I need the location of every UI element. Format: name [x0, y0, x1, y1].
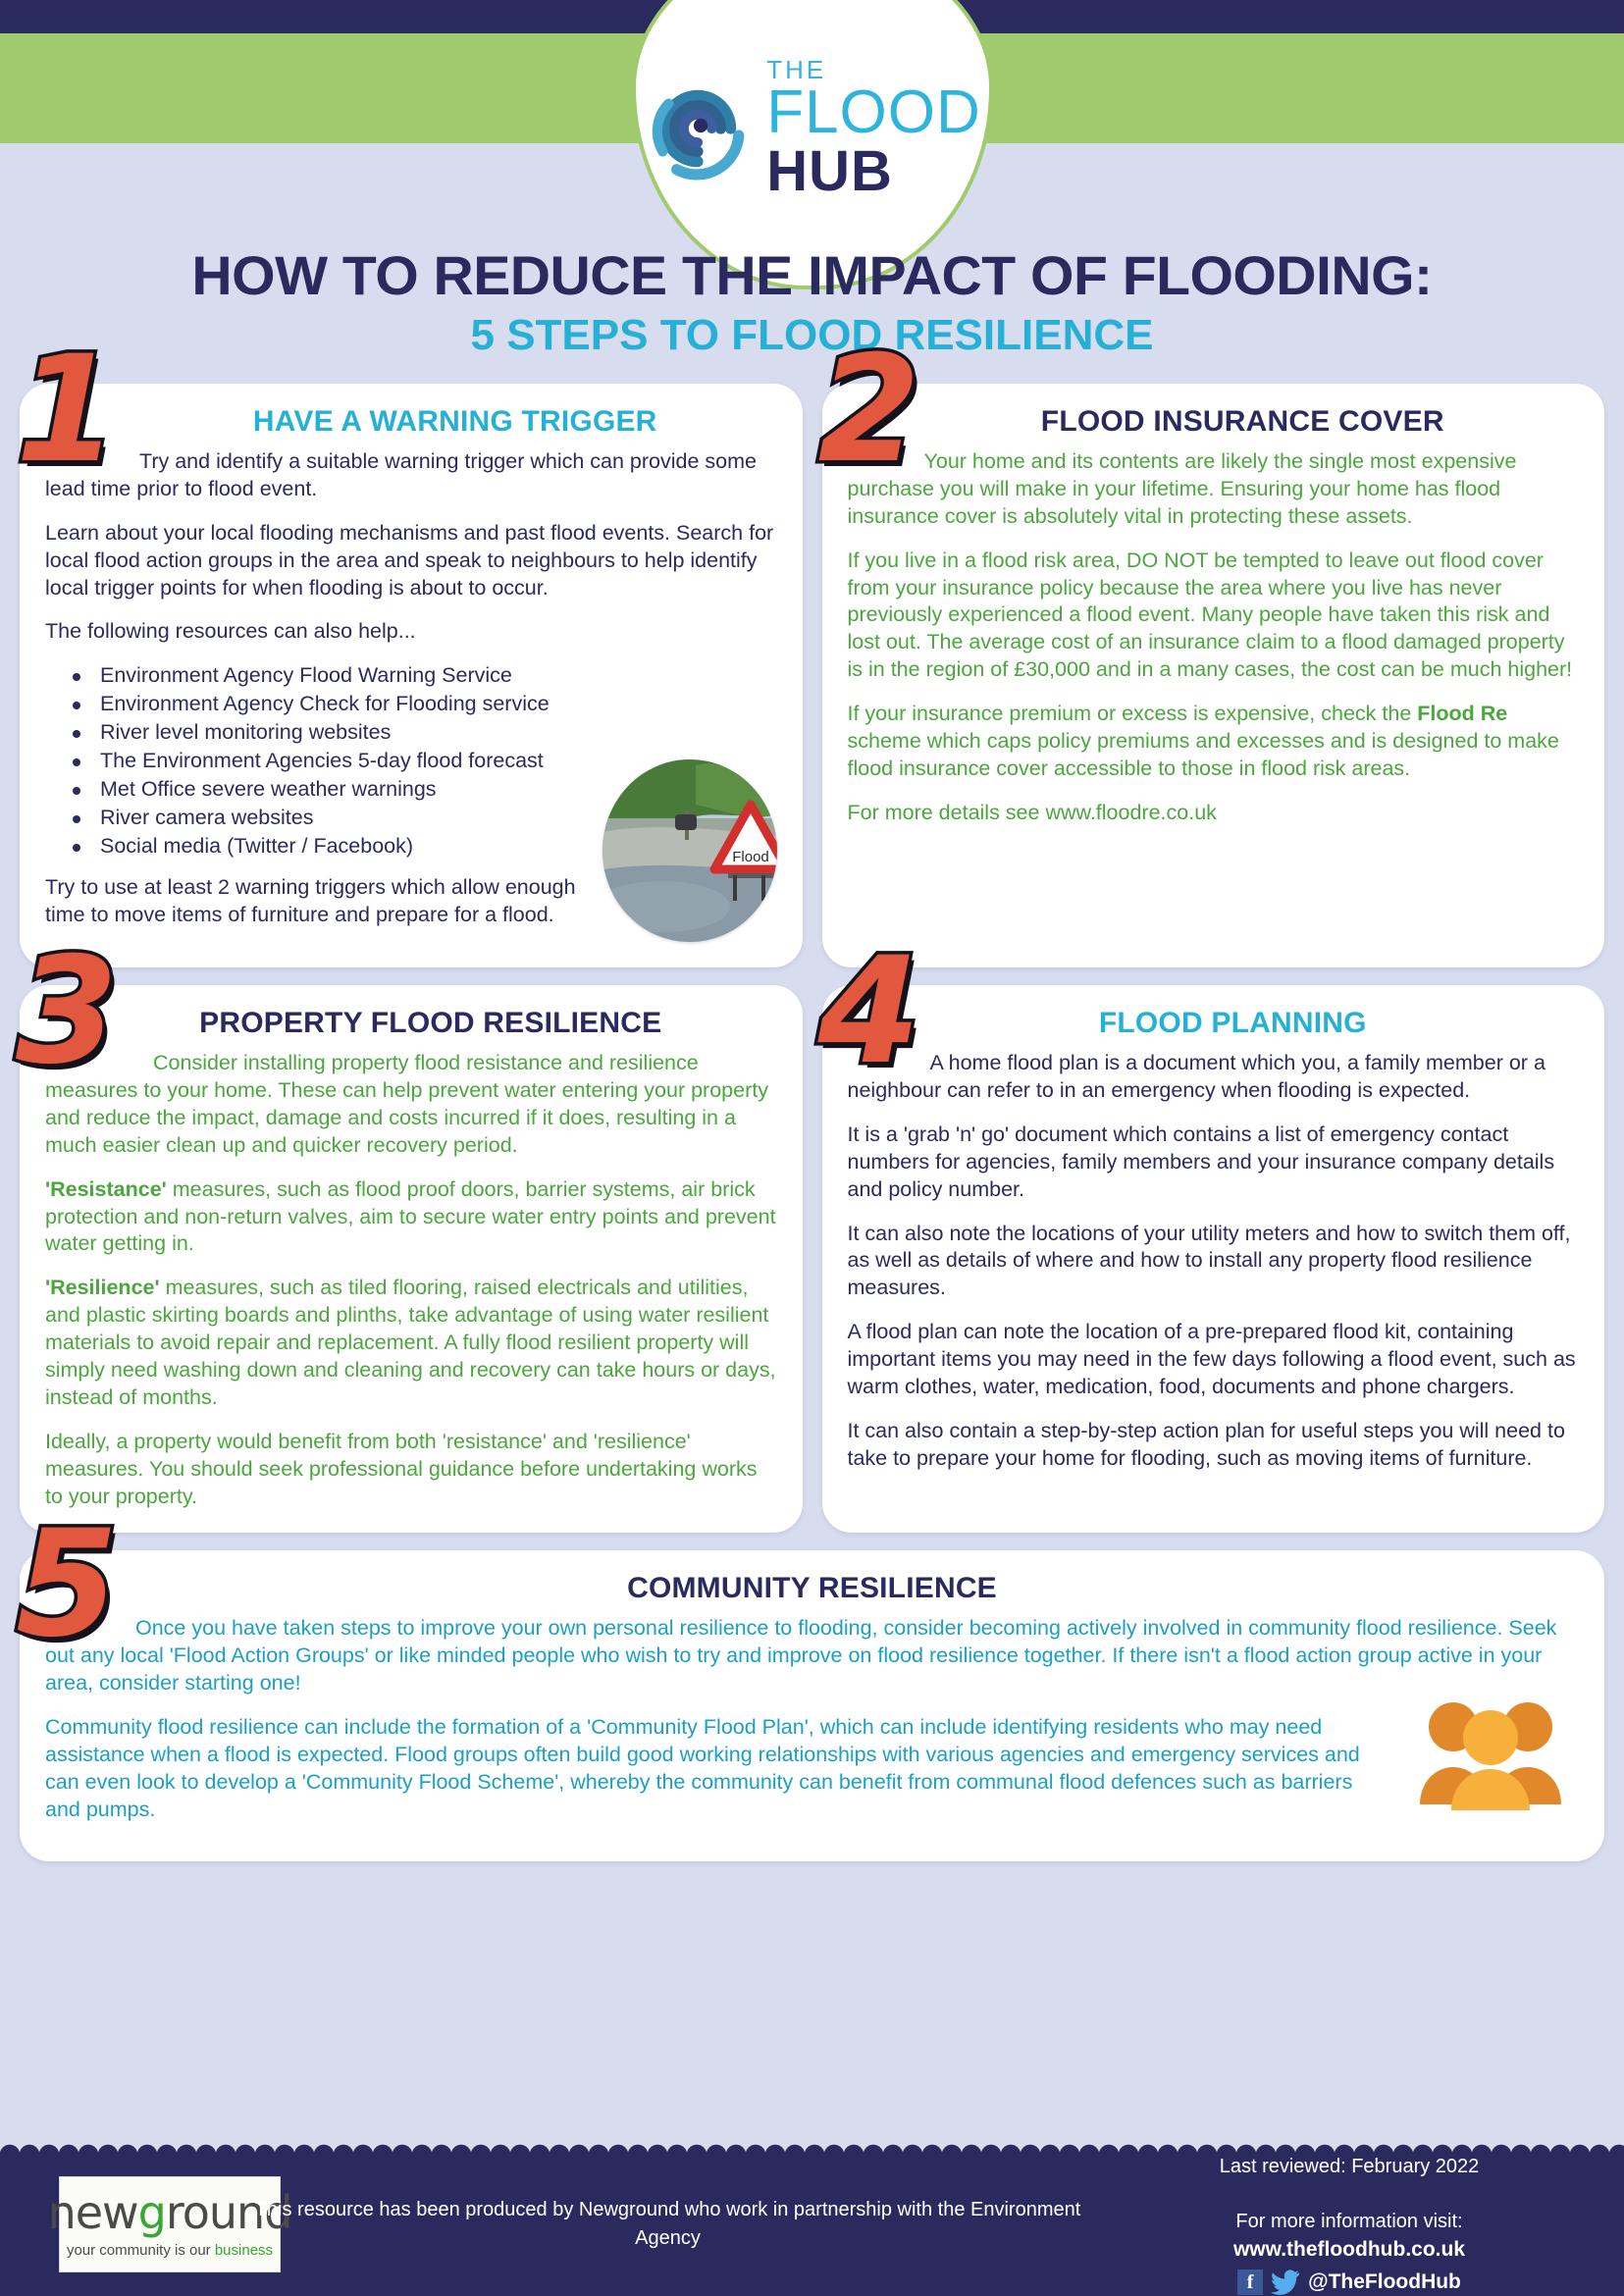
logo-flood-text: FLOOD [766, 78, 981, 146]
step-4-heading: FLOOD PLANNING [1098, 1006, 1367, 1039]
twitter-handle[interactable]: @TheFloodHub [1308, 2270, 1461, 2293]
step-1-paragraph-2: Learn about your local flooding mechanisms and past flood events. Search for local flood action groups in the area and speak to neighbours to help identify local trigger points for when flooding is about to occur. [45, 520, 774, 600]
flooded-road-photo [602, 759, 777, 942]
list-item: Environment Agency Check for Flooding service [67, 691, 777, 718]
step-card-5 [16, 1498, 1604, 1862]
list-item: River level monitoring websites [67, 719, 777, 747]
step-number-3: 3 [16, 925, 119, 1097]
resistance-label: 'Resistance' [45, 1176, 167, 1201]
step-1-tail-text: Try to use at least 2 warning triggers which allow enough time to move items of furniture and prepare for a flood. [45, 874, 576, 926]
list-item: River camera websites [67, 805, 777, 832]
facebook-icon[interactable]: f [1237, 2270, 1263, 2295]
logo-hub-text: HUB [766, 138, 893, 203]
twitter-icon[interactable] [1271, 2270, 1300, 2295]
newground-wordmark: newground [47, 2186, 292, 2239]
step-card-3 [16, 925, 803, 1533]
resistance-text: measures, such as flood proof doors, barrier systems, air brick protection and non-return valves, aim to secure water entry points and prevent water getting in. [45, 1176, 776, 1256]
community-people-icon [1418, 1695, 1563, 1810]
list-item: The Environment Agencies 5-day flood forecast [67, 748, 777, 775]
step-3-closing: Ideally, a property would benefit from both 'resistance' and 'resilience' measures. You should seek professional guidance before undertaking works to your property. [45, 1430, 758, 1508]
step-1-heading: HAVE A WARNING TRIGGER [252, 404, 657, 438]
step-2-paragraph-1: Your home and its contents are likely the single most expensive purchase you will make in your lifetime. Ensuring your home has flood insurance cover is absolutely vital in protecting these assets. [847, 448, 1517, 528]
step-card-4 [817, 925, 1605, 1533]
floodre-text-after: scheme which caps policy premiums and excesses and is designed to make flood insurance cover accessible to those in flood risk areas. [847, 729, 1559, 781]
step-card-2 [817, 324, 1605, 967]
list-item: Met Office severe weather warnings [67, 776, 777, 804]
step-4-paragraph-4: A flood plan can note the location of a pre-prepared flood kit, containing important items you may need in the few days following a flood event, such as warm clothes, water, medication, food, documents and phone chargers. [847, 1320, 1576, 1399]
more-info-label: For more information visit: [1235, 2210, 1463, 2232]
page-header [0, 0, 1624, 226]
footer-contact-block [1114, 2153, 1624, 2296]
step-number-1: 1 [16, 324, 119, 496]
page-title: HOW TO REDUCE THE IMPACT OF FLOODING: [191, 244, 1433, 306]
step-4-paragraph-3: It can also note the locations of your utility meters and how to switch them off, as well as details of where and how to install any property flood resilience measures. [847, 1221, 1571, 1300]
newground-tagline-part-a: your community is our [66, 2242, 215, 2259]
step-4-paragraph-1: A home flood plan is a document which you, a family member or a neighbour can refer to in an emergency when flooding is expected. [847, 1050, 1545, 1102]
footer-credit-text: This resource has been produced by Newground who work in partnership with the Environment Agency [254, 2199, 1081, 2249]
website-link[interactable]: www.thefloodhub.co.uk [1232, 2237, 1466, 2261]
resilience-text: measures, such as tiled flooring, raised electricals and utilities, and plastic skirting boards and plinths, take advantage of using water resilient materials to avoid repair and replacement. A fully flood resilient property will simply need washing down and cleaning and recovery can take hours or days, instead of months. [45, 1276, 776, 1410]
step-2-more-details: For more details see www.floodre.co.uk [847, 801, 1217, 825]
step-3-heading: PROPERTY FLOOD RESILIENCE [199, 1006, 662, 1039]
flooded-road-illustration [602, 759, 777, 942]
newground-tagline-part-b: business [214, 2242, 274, 2259]
step-number-4: 4 [817, 925, 920, 1097]
page-title-block [0, 226, 1624, 360]
step-5-heading: COMMUNITY RESILIENCE [627, 1571, 997, 1604]
step-2-floodre-paragraph [848, 701, 1580, 783]
resilience-label: 'Resilience' [45, 1276, 160, 1300]
list-item: Social media (Twitter / Facebook) [67, 833, 777, 861]
social-links-row [1114, 2268, 1585, 2296]
step-2-heading: FLOOD INSURANCE COVER [1040, 404, 1444, 438]
footer-scallop-edge [0, 2143, 1624, 2155]
step-4-paragraph-2: It is a 'grab 'n' go' document which contains a list of emergency contact numbers for agencies, family members and your insurance company details and policy number. [847, 1122, 1555, 1201]
flood-hub-swirl-icon [643, 74, 753, 183]
floodre-text-before: If your insurance premium or excess is expensive, check the [847, 702, 1418, 726]
step-number-2: 2 [817, 324, 920, 496]
step-4-paragraph-5: It can also contain a step-by-step action plan for useful steps you will need to take to prepare your home for flooding, such as moving items of furniture. [847, 1419, 1565, 1471]
step-5-paragraph-2: Community flood resilience can include the formation of a 'Community Flood Plan', which can include identifying residents who may need assistance when a flood is expected. Flood groups often build good working relationships with various agencies and emergency services and can even look to develop a 'Community Flood Scheme', whereby the community can benefit from communal flood defences such as barriers and pumps. [45, 1714, 1360, 1821]
step-card-1 [16, 324, 803, 967]
step-1-paragraph-3: The following resources can also help... [45, 619, 416, 644]
page-subtitle: 5 STEPS TO FLOOD RESILIENCE [470, 310, 1154, 359]
step-5-paragraph-1: Once you have taken steps to improve your own personal resilience to flooding, consider becoming actively involved in community flood resilience. Seek out any local 'Flood Action Groups' or like minded people who wish to try and improve on flood resilience together. If there isn't a flood action group active in your area, consider starting one! [45, 1615, 1557, 1695]
list-item: Environment Agency Flood Warning Service [67, 662, 777, 690]
logo-the-text: THE [766, 54, 827, 84]
step-number-5: 5 [16, 1498, 119, 1670]
last-reviewed-text: Last reviewed: February 2022 [1219, 2155, 1480, 2177]
step-3-resilience-paragraph [45, 1275, 777, 1412]
step-3-resistance-paragraph [45, 1176, 777, 1259]
flood-sign-label: Flood [731, 848, 769, 865]
page-footer [0, 2153, 1624, 2296]
floodre-brand: Flood Re [1417, 702, 1508, 726]
step-2-paragraph-2: If you live in a flood risk area, DO NOT be tempted to leave out flood cover from your insurance policy because the area where you live has never previously experienced a flood event. Many people have taken this risk and lost out. The average cost of an insurance claim to a flood damaged property is in the region of £30,000 and in a many cases, the cost can be much higher! [847, 548, 1573, 682]
step-1-paragraph-1: Try and identify a suitable warning trigger which can provide some lead time prior to flood event. [45, 448, 757, 500]
step-3-paragraph-1: Consider installing property flood resistance and resilience measures to your home. These can help prevent water entering your property and reduce the impact, damage and costs incurred if it does, resulting in a much easier clean up and quicker recovery period. [45, 1050, 768, 1157]
